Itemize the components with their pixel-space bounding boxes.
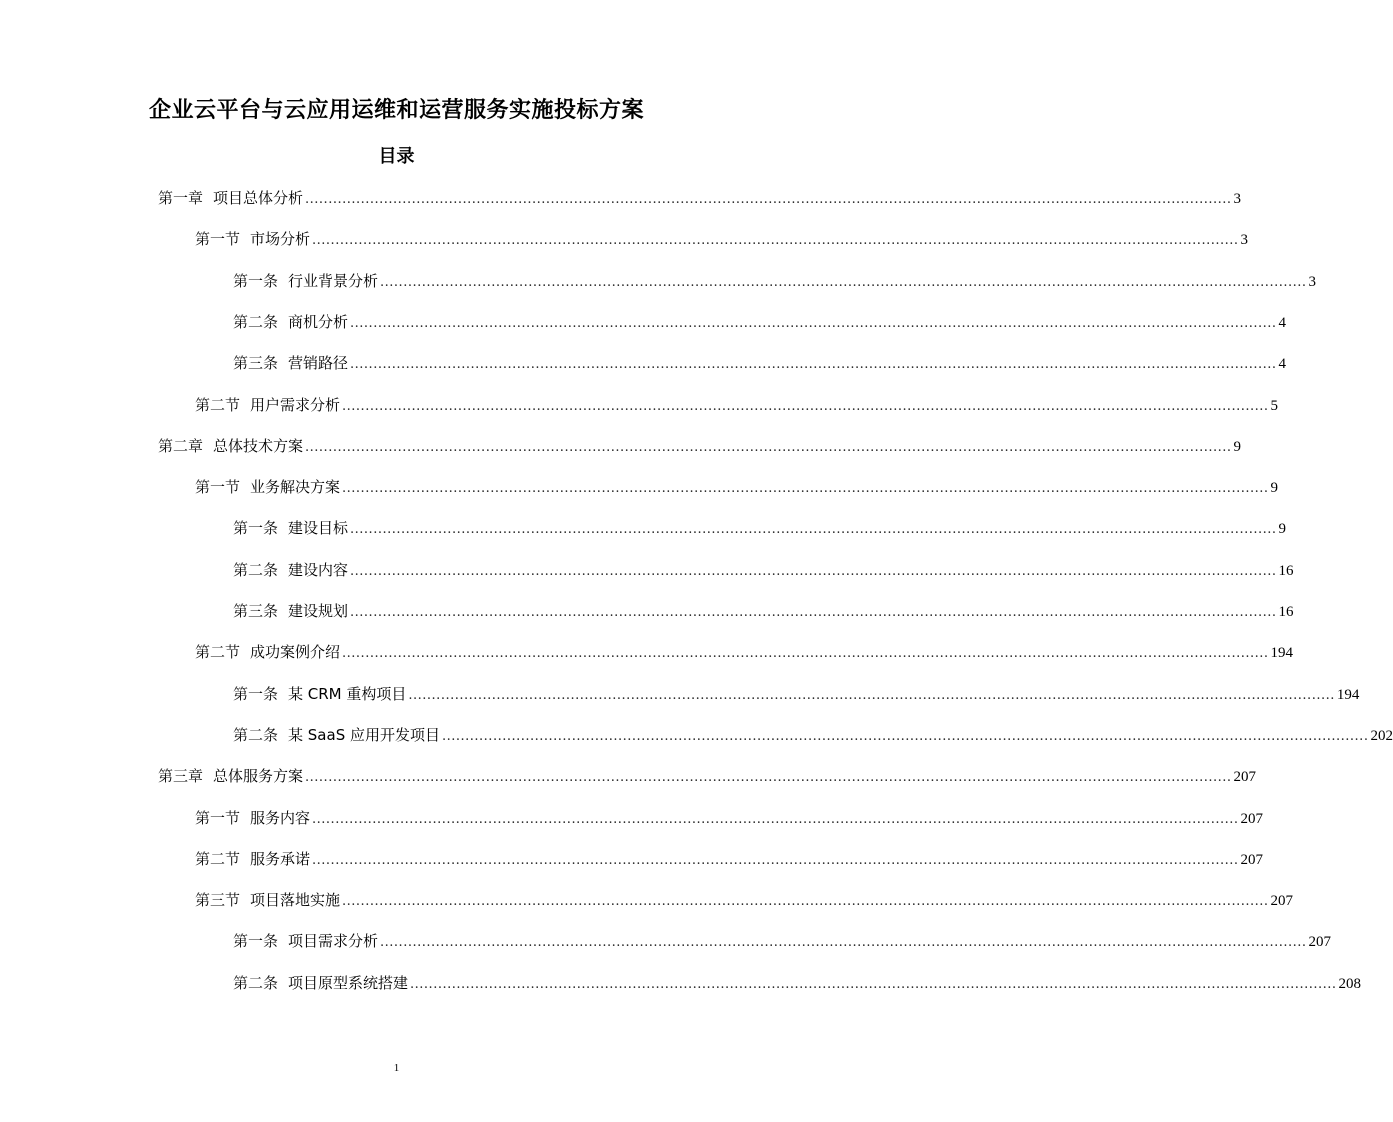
toc-entry-page: 16 <box>1278 604 1294 620</box>
toc-entry-label: 第一节 <box>195 808 241 827</box>
toc-leader-dots: ........................................................................................................................................................................................................ <box>305 770 1232 786</box>
toc-entry-title: 商机分析 <box>288 312 349 331</box>
toc-leader-dots: ........................................................................................................................................................................................................ <box>342 481 1269 497</box>
toc-entry-page: 207 <box>1233 769 1256 786</box>
toc-entry-page: 3 <box>1233 191 1241 207</box>
toc-entry-title: 总体服务方案 <box>213 767 304 786</box>
toc-entry-title: 某 SaaS 应用开发项目 <box>288 725 440 744</box>
toc-leader-dots: ........................................................................................................................................................................................................ <box>350 315 1277 331</box>
toc-entry-title: 项目落地实施 <box>250 891 341 910</box>
toc-entry[interactable] <box>233 969 1361 997</box>
toc-leader-dots: ........................................................................................................................................................................................................ <box>350 605 1277 620</box>
toc-leader-dots: ........................................................................................................................................................................................................ <box>312 233 1239 249</box>
toc-entry-label: 第二条 <box>233 725 279 744</box>
toc-entry-label: 第一条 <box>233 519 279 538</box>
toc-entry-page: 3 <box>1308 273 1316 290</box>
toc-entry-title: 项目需求分析 <box>288 932 379 951</box>
toc-entry-title: 某 CRM 重构项目 <box>288 684 407 703</box>
toc-entry-page: 9 <box>1270 480 1278 497</box>
toc-heading: 目录 <box>378 146 415 167</box>
toc-entry-title: 建设目标 <box>288 519 349 538</box>
toc-entry[interactable] <box>233 267 1316 295</box>
toc-entry[interactable] <box>233 514 1286 542</box>
toc-entry-title: 行业背景分析 <box>288 271 379 290</box>
toc-entry[interactable] <box>195 638 1293 666</box>
toc-entry-page: 207 <box>1240 851 1263 868</box>
toc-leader-dots: ........................................................................................................................................................................................................ <box>305 439 1232 455</box>
toc-entry-page: 207 <box>1270 893 1293 910</box>
toc-entry-title: 建设规划 <box>288 602 349 620</box>
toc-entry-label: 第二条 <box>233 973 279 992</box>
toc-entry-page: 202 <box>1370 727 1393 744</box>
toc-entry[interactable] <box>233 927 1331 955</box>
toc-entry-label: 第二节 <box>195 849 241 868</box>
toc-entry[interactable] <box>195 225 1248 253</box>
toc-entry-label: 第一节 <box>195 478 241 497</box>
toc-entry-title: 建设内容 <box>288 560 349 579</box>
toc-entry-label: 第三条 <box>233 354 279 373</box>
toc-entry[interactable] <box>195 473 1278 501</box>
toc-entry-label: 第二条 <box>233 560 279 579</box>
toc-leader-dots: ........................................................................................................................................................................................................ <box>342 646 1269 662</box>
toc-leader-dots: ........................................................................................................................................................................................................ <box>410 976 1337 992</box>
toc-entry[interactable] <box>195 804 1263 832</box>
toc-entry-page: 16 <box>1278 562 1294 579</box>
toc-entry[interactable] <box>233 556 1294 584</box>
toc-entry-page: 207 <box>1240 810 1263 827</box>
toc-entry-label: 第三章 <box>158 767 204 786</box>
toc-entry-label: 第一条 <box>233 271 279 290</box>
toc-entry[interactable] <box>195 391 1278 419</box>
toc-entry-label: 第二章 <box>158 436 204 455</box>
toc-entry-page: 3 <box>1240 232 1248 249</box>
toc-entry-page: 207 <box>1308 934 1331 951</box>
toc-leader-dots: ........................................................................................................................................................................................................ <box>342 894 1269 910</box>
document-title: 企业云平台与云应用运维和运营服务实施投标方案 <box>148 98 644 123</box>
toc-entry-page: 194 <box>1270 645 1293 662</box>
toc-leader-dots: ........................................................................................................................................................................................................ <box>350 563 1277 579</box>
toc-entry-label: 第一条 <box>233 684 279 703</box>
toc-entry[interactable] <box>233 308 1286 336</box>
toc-leader-dots: ........................................................................................................................................................................................................ <box>441 728 1369 744</box>
toc-entry-page: 9 <box>1278 521 1286 538</box>
toc-entry-title: 服务内容 <box>250 808 311 827</box>
toc-entry[interactable] <box>158 432 1241 460</box>
toc-entry-label: 第三条 <box>233 602 279 620</box>
toc-entry-title: 用户需求分析 <box>250 395 341 414</box>
toc-entry-label: 第三节 <box>195 891 241 910</box>
toc-leader-dots: ........................................................................................................................................................................................................ <box>312 852 1239 868</box>
toc-entry-label: 第一条 <box>233 932 279 951</box>
toc-entry-page: 194 <box>1336 686 1360 703</box>
toc-leader-dots: ........................................................................................................................................................................................................ <box>312 811 1239 827</box>
toc-entry-title: 项目原型系统搭建 <box>288 973 409 992</box>
toc-entry[interactable] <box>233 680 1360 708</box>
toc-entry-title: 业务解决方案 <box>250 478 341 497</box>
toc-entry[interactable] <box>233 721 1393 749</box>
toc-entry-label: 第一章 <box>158 189 204 207</box>
toc-leader-dots: ........................................................................................................................................................................................................ <box>305 192 1232 207</box>
toc-entry[interactable] <box>195 845 1263 873</box>
toc-entry-page: 5 <box>1270 397 1278 414</box>
toc-entry-page: 4 <box>1278 314 1286 331</box>
toc-leader-dots: ........................................................................................................................................................................................................ <box>342 398 1269 414</box>
toc-entry-title: 成功案例介绍 <box>250 643 341 662</box>
toc-entry-label: 第一节 <box>195 230 241 249</box>
toc-leader-dots: ........................................................................................................................................................................................................ <box>408 687 1335 703</box>
toc-entry-title: 营销路径 <box>288 354 349 373</box>
toc-leader-dots: ........................................................................................................................................................................................................ <box>380 274 1307 290</box>
toc-entry-title: 市场分析 <box>250 230 311 249</box>
toc-entry[interactable] <box>158 762 1256 790</box>
toc-entry[interactable] <box>233 349 1286 377</box>
toc-entry-page: 208 <box>1338 975 1361 992</box>
toc-entry[interactable] <box>233 597 1294 625</box>
toc-entry[interactable] <box>195 886 1293 914</box>
toc-entry-page: 9 <box>1233 438 1241 455</box>
toc-entry-title: 项目总体分析 <box>213 189 304 207</box>
toc-entry-title: 总体技术方案 <box>213 436 304 455</box>
toc-entry-label: 第二条 <box>233 312 279 331</box>
toc-entry-title: 服务承诺 <box>250 849 311 868</box>
toc-leader-dots: ........................................................................................................................................................................................................ <box>380 935 1307 951</box>
toc-entry[interactable] <box>158 184 1241 212</box>
page-number: 1 <box>393 1062 400 1074</box>
toc-entry-label: 第二节 <box>195 643 241 662</box>
toc-leader-dots: ........................................................................................................................................................................................................ <box>350 357 1277 373</box>
toc-entry-page: 4 <box>1278 356 1286 373</box>
toc-entry-label: 第二节 <box>195 395 241 414</box>
toc-leader-dots: ........................................................................................................................................................................................................ <box>350 522 1277 538</box>
